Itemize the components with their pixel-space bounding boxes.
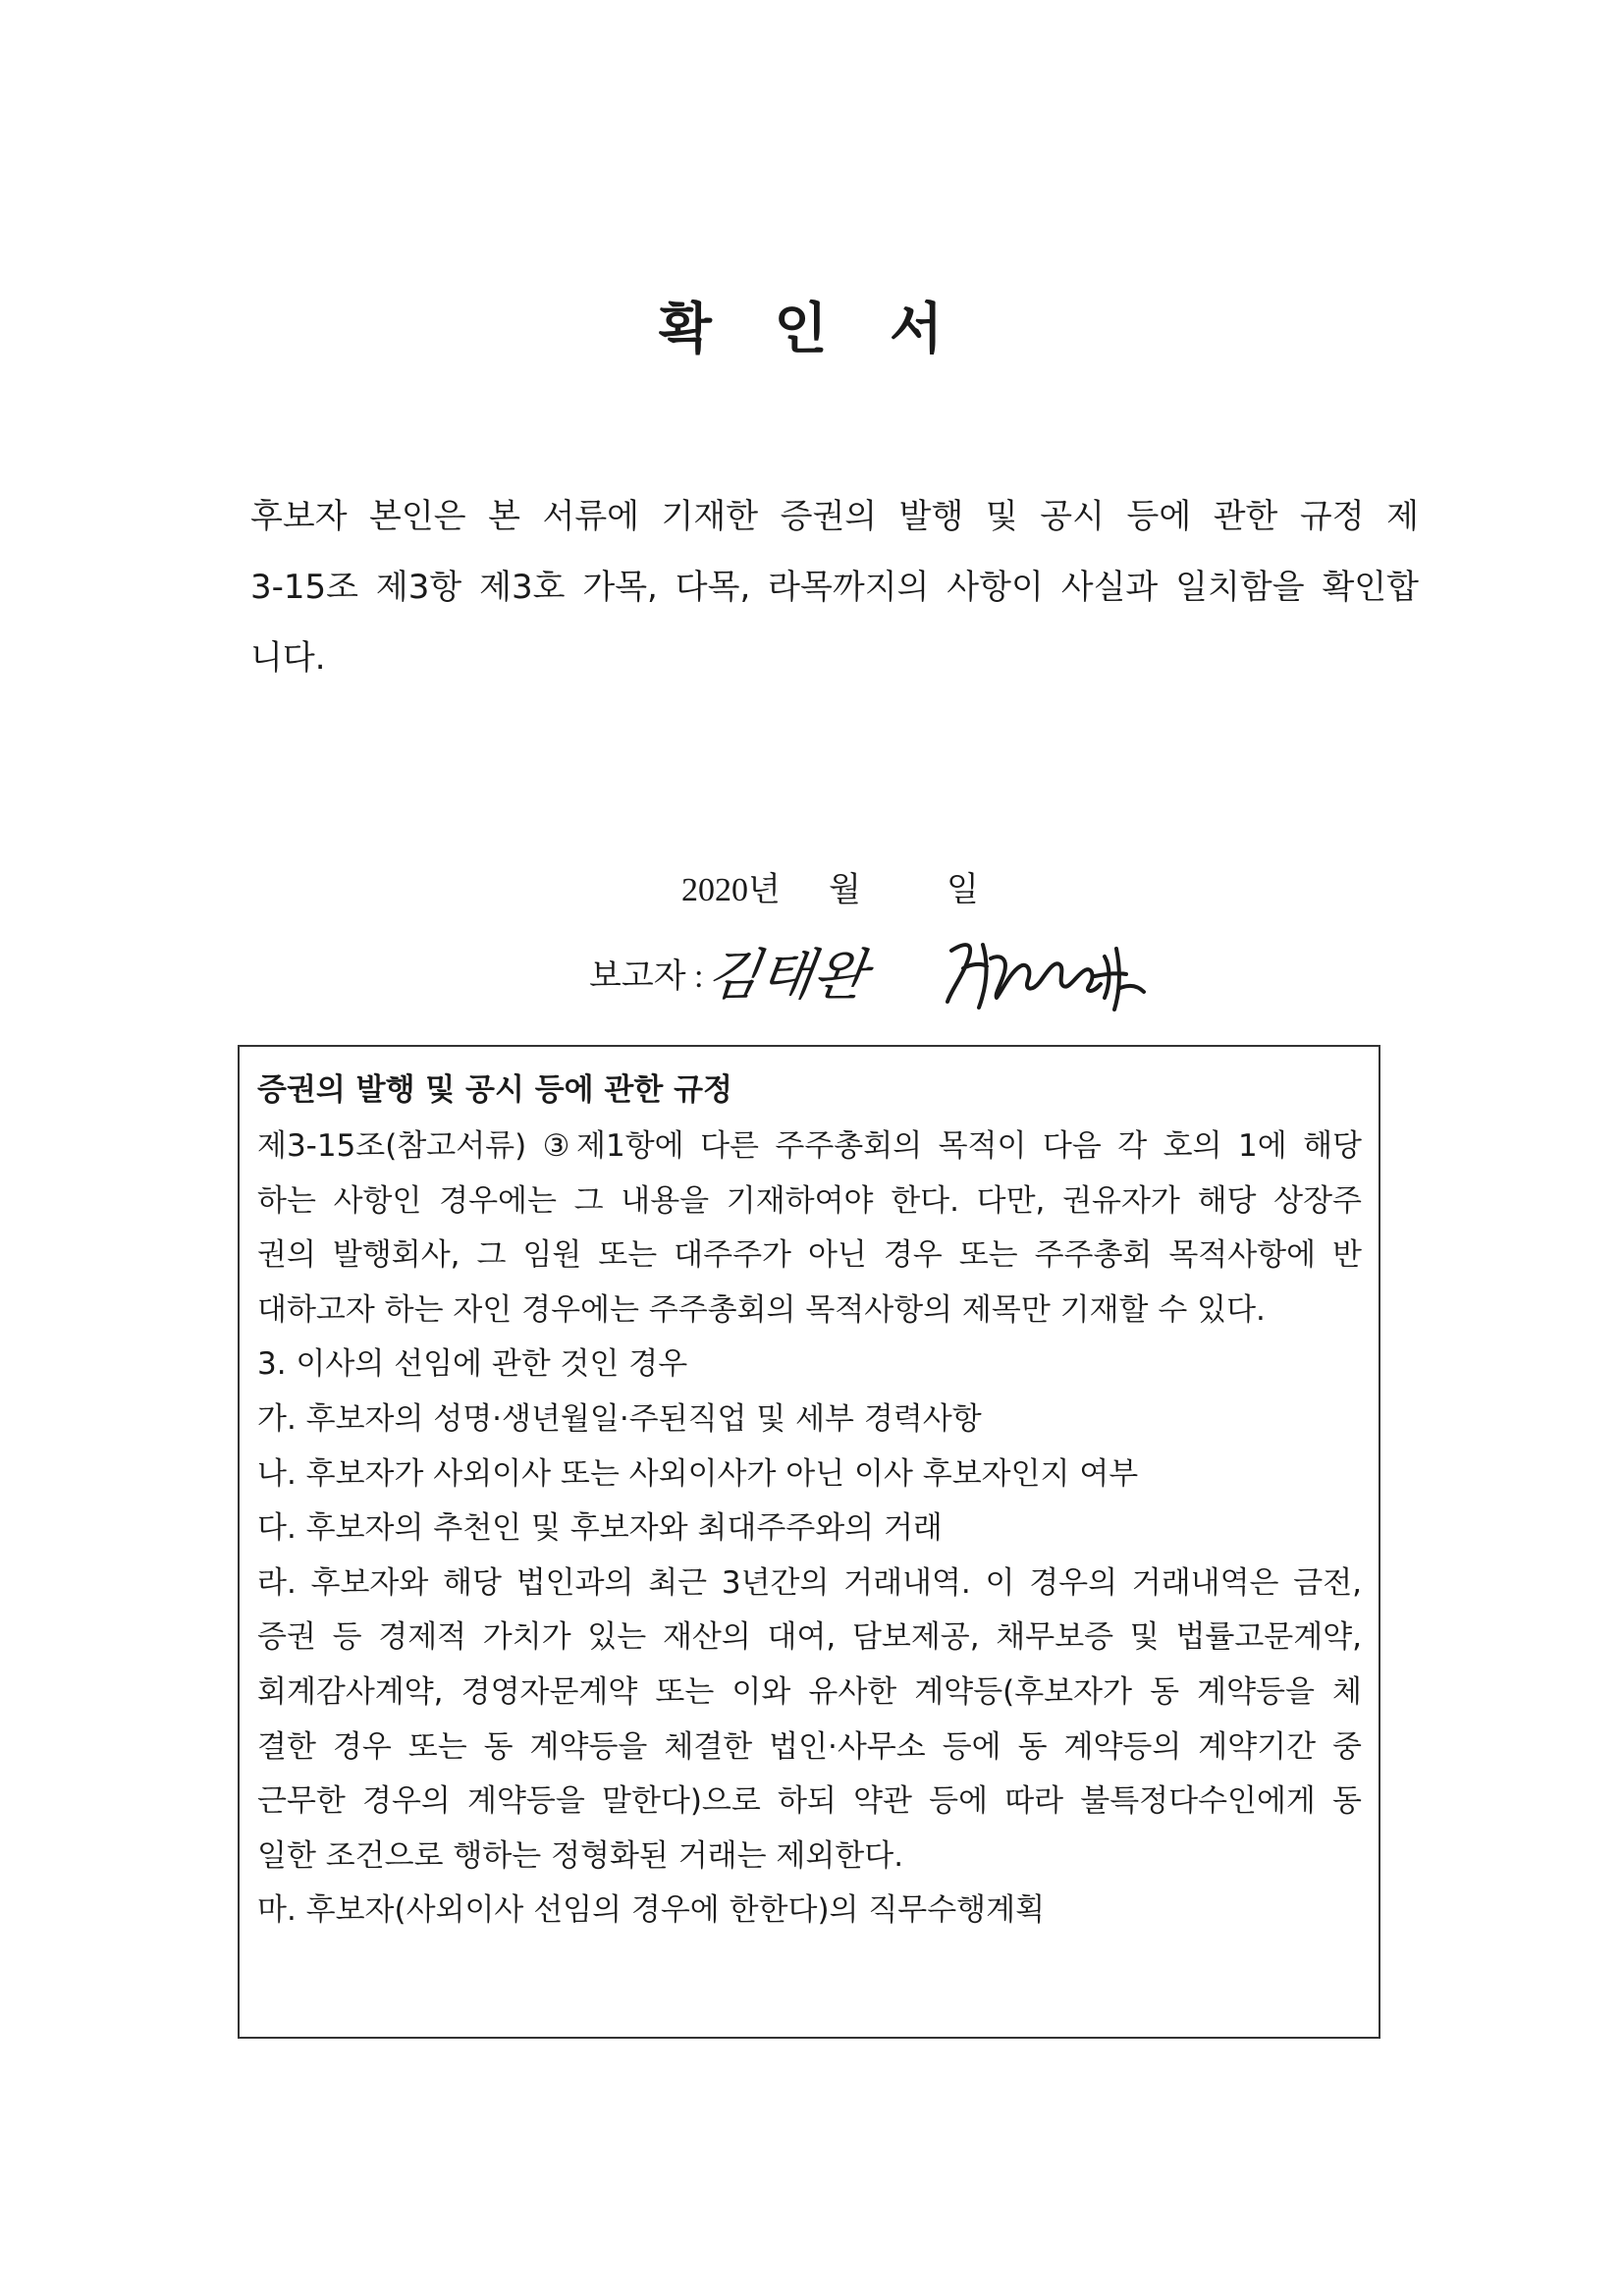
- date-day: 일: [947, 872, 979, 908]
- regulation-line: 마. 후보자(사외이사 선임의 경우에 한한다)의 직무수행계획: [257, 1892, 1046, 1929]
- signature-icon: [938, 929, 1154, 1017]
- regulation-line: 하는 사항인 경우에는 그 내용을 기재하여야 한다. 다만, 권유자가 해당 상장주: [257, 1182, 1362, 1219]
- regulation-line: 3. 이사의 선임에 관한 것인 경우: [257, 1346, 688, 1383]
- date-line: [681, 866, 979, 915]
- regulation-excerpt-box: [238, 1045, 1380, 2039]
- regulation-text: [257, 1120, 1369, 1939]
- regulation-line: 결한 경우 또는 동 계약등을 체결한 법인·사무소 등에 동 계약등의 계약기간 중: [257, 1728, 1362, 1765]
- regulation-line: 회계감사계약, 경영자문계약 또는 이와 유사한 계약등(후보자가 동 계약등을 체: [257, 1673, 1362, 1710]
- statement-line-1: 후보자 본인은 본 서류에 기재한 증권의 발행 및 공시 등에 관한 규정 제: [250, 497, 1419, 536]
- confirmation-statement: [250, 481, 1419, 693]
- regulation-line: 제3-15조(참고서류) ③제1항에 다른 주주총회의 목적이 다음 각 호의 1에 해당: [257, 1128, 1362, 1164]
- regulation-line: 일한 조건으로 행하는 정형화된 거래는 제외한다.: [257, 1837, 904, 1874]
- regulation-heading: 증권의 발행 및 공시 등에 관한 규정: [257, 1072, 732, 1108]
- reporter-label: 보고자 :: [589, 958, 704, 995]
- date-year: 2020년: [681, 872, 781, 908]
- regulation-line: 증권 등 경제적 가치가 있는 재산의 대여, 담보제공, 채무보증 및 법률고문계약,: [257, 1619, 1362, 1656]
- statement-line-2: 3-15조 제3항 제3호 가목, 다목, 라목까지의 사항이 사실과 일치함을 확인합: [250, 568, 1419, 607]
- regulation-line: 대하고자 하는 자인 경우에는 주주총회의 목적사항의 제목만 기재할 수 있다.: [257, 1291, 1266, 1328]
- document-title: 확 인 서: [658, 298, 965, 361]
- statement-line-3: 니다.: [250, 638, 326, 678]
- regulation-line: 근무한 경우의 계약등을 말한다)으로 하되 약관 등에 따라 불특정다수인에게 동: [257, 1783, 1362, 1820]
- date-month: 월: [829, 872, 861, 908]
- reporter-handwritten-name: 김태완: [702, 944, 871, 1008]
- regulation-line: 다. 후보자의 추천인 및 후보자와 최대주주와의 거래: [257, 1510, 943, 1547]
- regulation-line: 권의 발행회사, 그 임원 또는 대주주가 아닌 경우 또는 주주총회 목적사항에 반: [257, 1237, 1362, 1274]
- regulation-line: 가. 후보자의 성명·생년월일·주된직업 및 세부 경력사항: [257, 1400, 982, 1437]
- regulation-line: 라. 후보자와 해당 법인과의 최근 3년간의 거래내역. 이 경우의 거래내역은 금전,: [257, 1564, 1362, 1601]
- regulation-line: 나. 후보자가 사외이사 또는 사외이사가 아닌 이사 후보자인지 여부: [257, 1455, 1139, 1492]
